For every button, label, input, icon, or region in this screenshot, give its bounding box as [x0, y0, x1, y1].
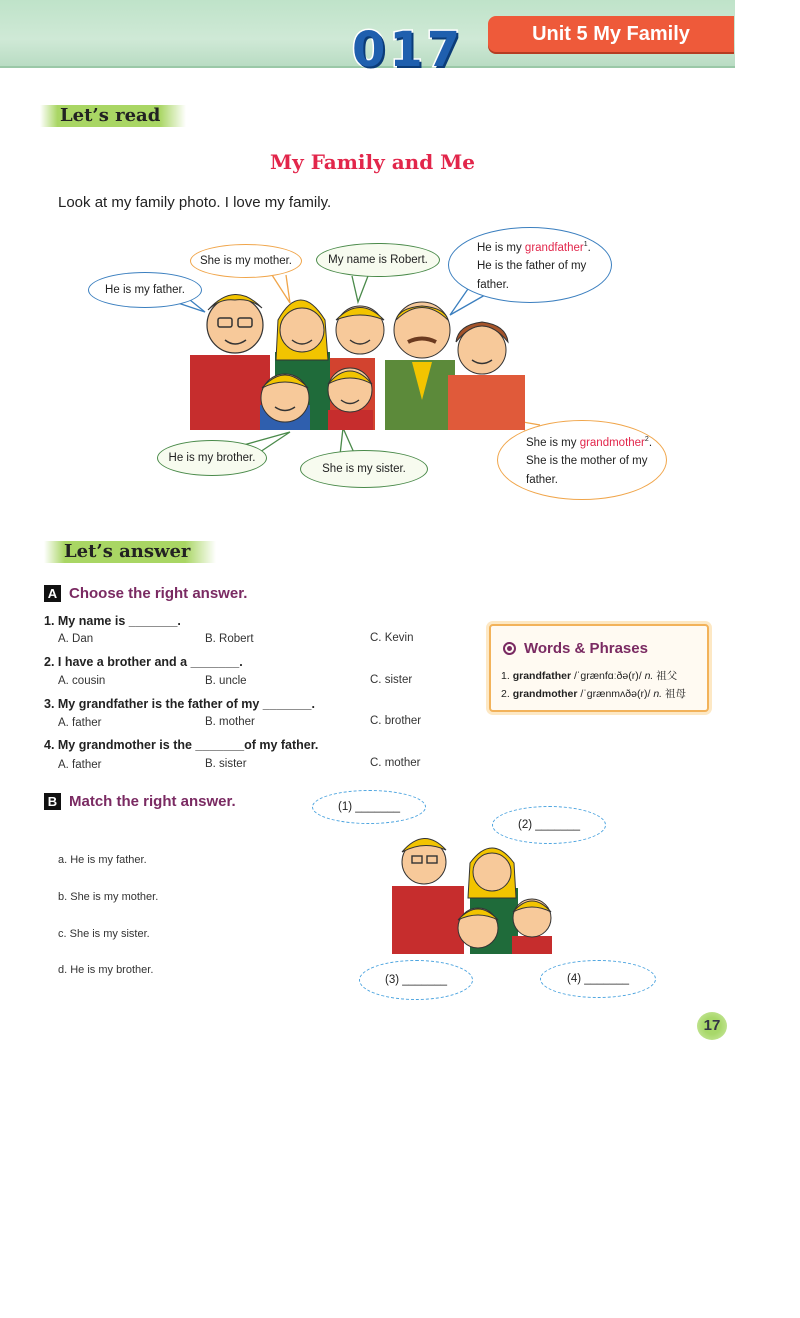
match-blank-2[interactable]: (2) _______	[492, 806, 606, 844]
unit-title: Unit 5 My Family	[488, 16, 734, 52]
question-4: 4. My grandmother is the _______of my father.	[44, 738, 319, 752]
question-1-option-a[interactable]: A. Dan	[58, 633, 94, 645]
page-number: 17	[697, 1012, 727, 1040]
question-2-option-a[interactable]: A. cousin	[58, 675, 106, 687]
word-item-2: 2. grandmother /ˈɡrænmʌðə(r)/ n. 祖母	[501, 688, 686, 700]
bubble-father: He is my father.	[88, 272, 202, 308]
task-a-heading	[44, 585, 247, 602]
match-blank-3[interactable]: (3) _______	[359, 960, 473, 1000]
match-item-d: d. He is my brother.	[58, 964, 154, 976]
lets-read-tag: Let’s read	[40, 105, 186, 127]
match-item-b: b. She is my mother.	[58, 891, 159, 903]
lets-answer-tag: Let’s answer	[44, 541, 216, 563]
story-intro: Look at my family photo. I love my family.	[58, 194, 332, 211]
bullseye-icon	[503, 642, 516, 655]
question-3-option-b[interactable]: B. mother	[205, 716, 255, 728]
family-illustration	[190, 280, 525, 430]
task-b-title: Match the right answer.	[69, 793, 236, 810]
question-3: 3. My grandfather is the father of my _______.	[44, 697, 315, 711]
question-4-option-c[interactable]: C. mother	[370, 757, 421, 769]
word-item-1: 1. grandfather /ˈɡrænfɑːðə(r)/ n. 祖父	[501, 670, 678, 682]
story-title: My Family and Me	[269, 150, 476, 174]
question-1-option-b[interactable]: B. Robert	[205, 633, 254, 645]
question-1: 1. My name is _______.	[44, 614, 181, 628]
lesson-number: 017	[352, 22, 465, 78]
task-a-letter: A	[44, 585, 61, 602]
task-a-title: Choose the right answer.	[69, 585, 248, 602]
bubble-grandfather: He is my grandfather$^1$. He is the father of my father.	[448, 227, 612, 303]
task-b-letter: B	[44, 793, 61, 810]
question-4-option-b[interactable]: B. sister	[205, 758, 247, 770]
question-3-option-a[interactable]: A. father	[58, 717, 102, 729]
question-2-option-c[interactable]: C. sister	[370, 674, 413, 686]
bubble-mother: She is my mother.	[190, 244, 302, 278]
match-illustration	[392, 828, 568, 954]
bubble-sister: She is my sister.	[300, 450, 428, 488]
question-2: 2. I have a brother and a _______.	[44, 655, 243, 669]
bubble-brother: He is my brother.	[157, 440, 267, 476]
match-item-c: c. She is my sister.	[58, 928, 150, 940]
bubble-robert: My name is Robert.	[316, 243, 440, 277]
question-1-option-c[interactable]: C. Kevin	[370, 632, 414, 644]
question-3-option-c[interactable]: C. brother	[370, 715, 422, 727]
question-4-option-a[interactable]: A. father	[58, 759, 102, 771]
words-phrases-box	[489, 624, 709, 712]
words-phrases-title: Words & Phrases	[524, 640, 648, 657]
match-blank-1[interactable]: (1) _______	[312, 790, 426, 824]
task-b-heading	[44, 793, 236, 810]
bubble-grandmother: She is my grandmother$^2$. She is the mother of my father.	[497, 420, 667, 500]
match-blank-4[interactable]: (4) _______	[540, 960, 656, 998]
question-2-option-b[interactable]: B. uncle	[205, 675, 247, 687]
words-phrases-heading	[503, 640, 648, 657]
match-item-a: a. He is my father.	[58, 854, 147, 866]
